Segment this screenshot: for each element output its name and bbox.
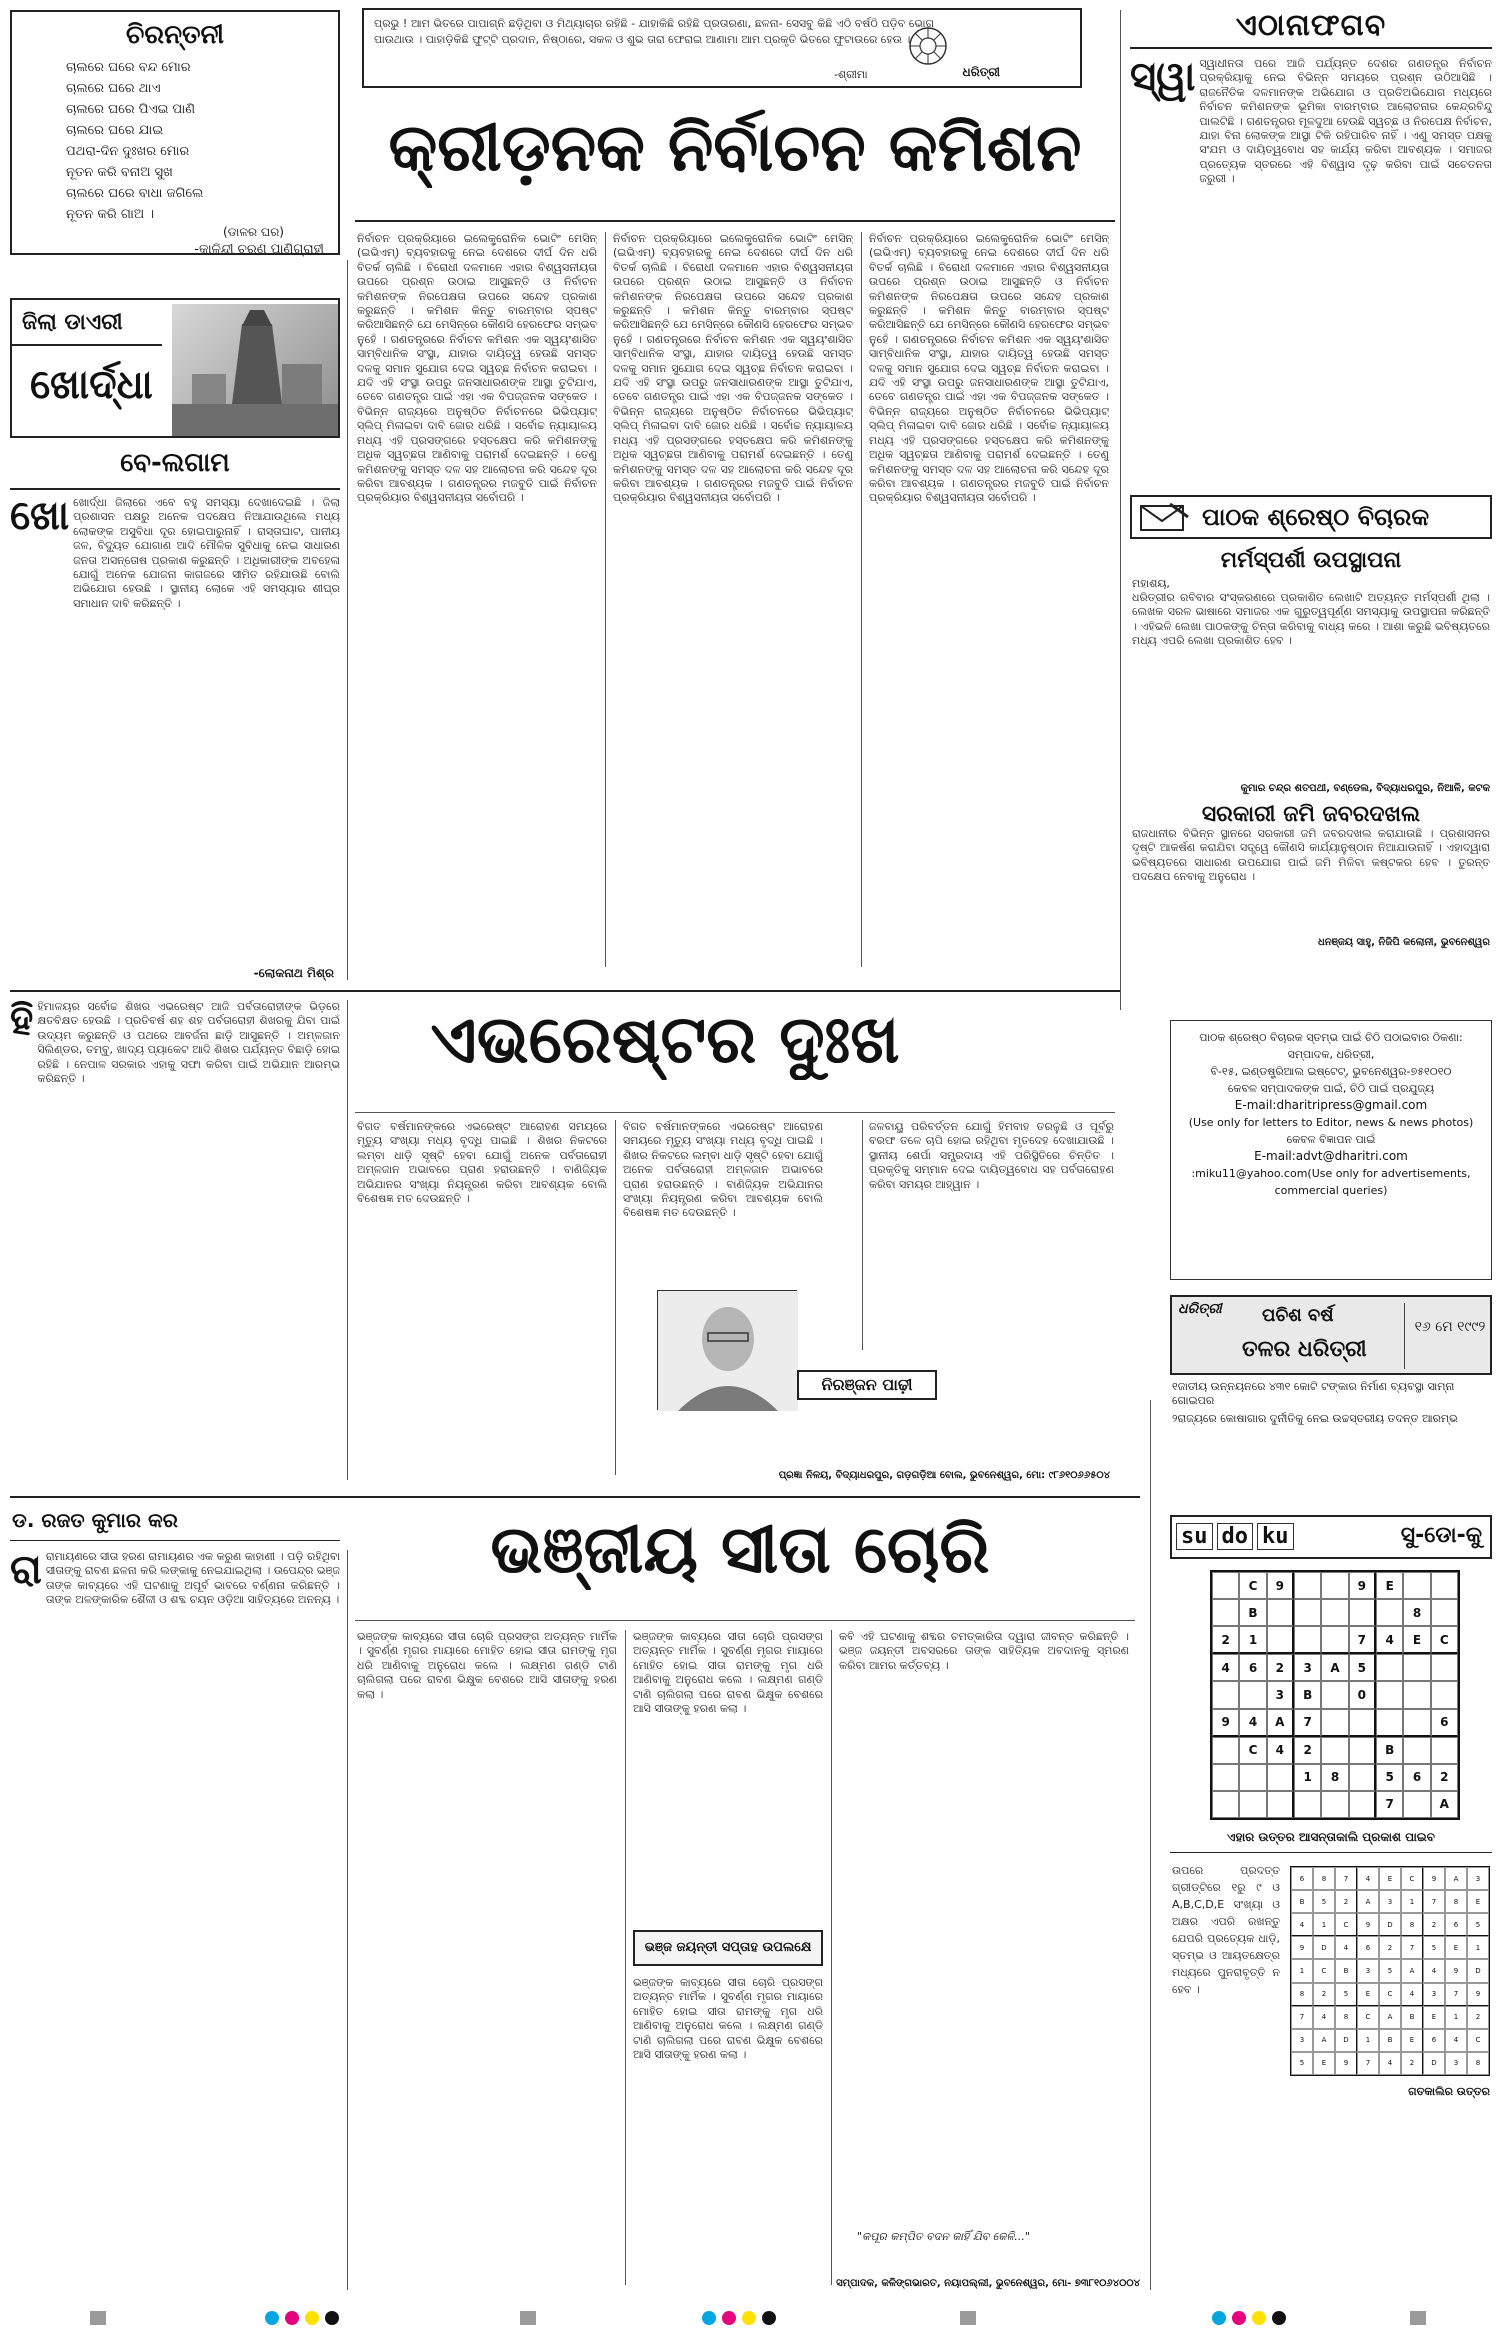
sudoku-answer-note: ଏହାର ଉତ୍ତର ଆସନ୍ତାକାଲି ପ୍ରକାଶ ପାଇବ	[1227, 1830, 1435, 1844]
letter1-body: ଧରିତ୍ରୀର ରବିବାର ସଂସ୍କରଣରେ ପ୍ରକାଶିତ ଲେଖାଟି ଅତ୍ୟନ୍ତ ମର୍ମସ୍ପର୍ଶୀ ଥିଲା । ଲେଖକ ସରଳ ଭାଷାରେ ସମାଜର ଏକ ଗୁରୁତ୍ୱପୂର୍ଣ୍ଣ ସମସ୍ୟାକୁ ଉପସ୍ଥାପନା କରିଛନ୍ତି । ଏହିଭଳି ଲେଖା ପାଠକଙ୍କୁ ଚିନ୍ତା କରିବାକୁ ବାଧ୍ୟ କରେ । ଆଶା କରୁଛି ଭବିଷ୍ୟତରେ ମଧ୍ୟ ଏପରି ଲେଖା ପ୍ରକାଶିତ ହେବ ।	[1132, 591, 1490, 648]
sudoku-cell[interactable]	[1321, 1599, 1348, 1626]
poem-line: ନୂତନ କରି ବନାଅ ସୁଖ	[66, 165, 173, 180]
sita-author-footer: ସମ୍ପାଦକ, କଳିଙ୍ଗଭାରତ, ନୟାପଲ୍ଲୀ, ଭୁବନେଶ୍ୱର, ମୋ- ୭୩୮୧୦୬୪୦୦୪	[836, 2278, 1140, 2289]
main-headline: କ୍ରୀଡ଼ନକ ନିର୍ବାଚନ କମିଶନ	[388, 108, 1082, 186]
sudoku-cell[interactable]	[1294, 1599, 1321, 1626]
district-body: ଖୋର୍ଦ୍ଧା ଜିଲାରେ ଏବେ ବହୁ ସମସ୍ୟା ଦେଖାଦେଇଛି । ଜିଲା ପ୍ରଶାସନ ପକ୍ଷରୁ ଅନେକ ପଦକ୍ଷେପ ନିଆଯାଉଥିଲେ ମଧ୍ୟ ଲୋକଙ୍କ ଅସୁବିଧା ଦୂର ହୋଇପାରୁନାହିଁ । ରାସ୍ତାଘାଟ, ପାନୀୟ ଜଳ, ବିଦ୍ୟୁତ ଯୋଗାଣ ଆଦି ମୌଳିକ ସୁବିଧାକୁ ନେଇ ସାଧାରଣ ଜନତା ଅସନ୍ତୋଷ ପ୍ରକାଶ କରୁଛନ୍ତି । ଅଧିକାରୀଙ୍କ ଅବହେଳା ଯୋଗୁଁ ଅନେକ ଯୋଜନା କାଗଜରେ ସୀମିତ ରହିଯାଉଛି ବୋଲି ଅଭିଯୋଗ ହେଉଛି । ସ୍ଥାନୀୟ ଲୋକେ ଏହି ସମସ୍ୟାର ଶୀଘ୍ର ସମାଧାନ ଦାବି କରିଛନ୍ତି ।	[73, 496, 340, 610]
answer-cell: 4	[1335, 1936, 1357, 1959]
answer-cell: 3	[1445, 2052, 1467, 2075]
sudoku-cell[interactable]: 4	[1212, 1654, 1239, 1681]
sudoku-cell[interactable]	[1212, 1764, 1239, 1791]
answer-cell: A	[1445, 1867, 1467, 1890]
letter1-salutation: ମହାଶୟ,	[1132, 577, 1170, 590]
answer-cell: 7	[1401, 1936, 1423, 1959]
cyan-mark	[702, 2311, 716, 2325]
sudoku-cell[interactable]	[1239, 1791, 1266, 1818]
chirantani-poem	[26, 57, 324, 225]
sudoku-cell[interactable]: 6	[1403, 1764, 1430, 1791]
answer-cell: 5	[1467, 1913, 1489, 1936]
sudoku-cell[interactable]: A	[1431, 1791, 1458, 1818]
advt-email-2[interactable]: :miku11@yahoo.com(Use only for advertisements, commercial queries)	[1191, 1167, 1471, 1197]
letters-heading: ପାଠକ ଶ୍ରେଷ୍ଠ ବିଚାରକ	[1202, 503, 1430, 531]
answer-cell: 5	[1313, 1890, 1335, 1913]
everest-body-1: ହିମାଳୟର ସର୍ବୋଚ୍ଚ ଶିଖର ଏଭରେଷ୍ଟ ଆଜି ପର୍ବତାରୋହୀଙ୍କ ଭିଡ଼ରେ କ୍ଷତବିକ୍ଷତ ହେଉଛି । ପ୍ରତିବର୍ଷ ଶହ ଶହ ପର୍ବତାରୋହୀ ଶିଖରକୁ ଯିବା ପାଇଁ ଉଦ୍ୟମ କରୁଛନ୍ତି ଓ ପଥରେ ଆବର୍ଜନା ଛାଡ଼ି ଆସୁଛନ୍ତି । ଅମ୍ଳଜାନ ସିଲିଣ୍ଡର, ତମ୍ବୁ, ଖାଦ୍ୟ ପ୍ୟାକେଟ ଆଦି ଶିଖର ପର୍ଯ୍ୟନ୍ତ ବିଛାଡ଼ି ହୋଇ ରହିଛି । ନେପାଳ ସରକାର ଏହାକୁ ସଫା କରିବା ପାଇଁ ଅଭିଯାନ ଆରମ୍ଭ କରିଛନ୍ତି ।	[37, 1000, 340, 1086]
sita-badge	[633, 1930, 823, 1966]
answer-cell: B	[1379, 2029, 1401, 2052]
sudoku-cell[interactable]: A	[1267, 1709, 1294, 1737]
sudoku-cell[interactable]	[1403, 1681, 1430, 1708]
everest-body-3: ଜଳବାୟୁ ପରିବର୍ତ୍ତନ ଯୋଗୁଁ ହିମବାହ ତରଳୁଛି ଓ ପୂର୍ବରୁ ବରଫ ତଳେ ଚାପି ହୋଇ ରହିଥିବା ମୃତଦେହ ଦେଖାଯାଉଛି । ସ୍ଥାନୀୟ ଶେର୍ପା ସମ୍ପ୍ରଦାୟ ଏହି ପରିସ୍ଥିତିରେ ଚିନ୍ତିତ । ପ୍ରକୃତିକୁ ସମ୍ମାନ ଦେଇ ଦାୟିତ୍ୱବୋଧ ସହ ପର୍ବତାରୋହଣ କରିବା ସମୟର ଆହ୍ୱାନ ।	[869, 1120, 1114, 1191]
contact-address-3: କେବଳ ସମ୍ପାଦକଙ୍କ ପାଇଁ, ଚିଠି ପାଇଁ ପ୍ରଯୁଜ୍ୟ	[1227, 1082, 1435, 1095]
sita-body-2c: ଭଞ୍ଜଙ୍କ କାବ୍ୟରେ ସୀତା ଚୋରି ପ୍ରସଙ୍ଗ ଅତ୍ୟନ୍ତ ମାର୍ମିକ । ସୁବର୍ଣ୍ଣ ମୃଗର ମାୟାରେ ମୋହିତ ହୋଇ ସୀତା ରାମଙ୍କୁ ମୃଗ ଧରି ଆଣିବାକୁ ଅନୁରୋଧ କଲେ । ଲକ୍ଷ୍ମଣ ଗଣ୍ଡି ଟାଣି ଚାଲିଗଲା ପରେ ରାବଣ ଭିକ୍ଷୁକ ବେଶରେ ଆସି ସୀତାଙ୍କୁ ହରଣ କଲା ।	[633, 1976, 823, 2062]
answer-cell: D	[1467, 1959, 1489, 1982]
answer-cell: D	[1313, 1936, 1335, 1959]
sudoku-cell[interactable]	[1212, 1599, 1239, 1626]
sudoku-cell[interactable]: 0	[1349, 1681, 1376, 1708]
temple-icon	[172, 304, 338, 436]
answer-cell: 3	[1423, 1983, 1445, 2006]
everest-col-1	[10, 997, 340, 1480]
answer-cell: 8	[1313, 1867, 1335, 1890]
contact-intro: ପାଠକ ଶ୍ରେଷ୍ଠ ବିଚାରକ ସ୍ତମ୍ଭ ପାଇଁ ଚିଠି ପଠାଇବାର ଠିକଣା:	[1199, 1031, 1463, 1044]
answer-cell: C	[1379, 1983, 1401, 2006]
sudoku-cell[interactable]	[1431, 1681, 1458, 1708]
answer-cell: 2	[1313, 1983, 1335, 2006]
sudoku-cell[interactable]	[1212, 1681, 1239, 1708]
main-story-col-3: ନିର୍ବାଚନ ପ୍ରକ୍ରିୟାରେ ଇଲେକ୍ଟ୍ରୋନିକ ଭୋଟିଂ ମେସିନ୍ (ଇଭିଏମ୍) ବ୍ୟବହାରକୁ ନେଇ ଦେଶରେ ଦୀର୍ଘ ଦିନ ଧରି ବିତର୍କ ଚାଲିଛି । ବିରୋଧୀ ଦଳମାନେ ଏହାର ବିଶ୍ୱସନୀୟତା ଉପରେ ପ୍ରଶ୍ନ ଉଠାଇ ଆସୁଛନ୍ତି ଓ ନିର୍ବାଚନ କମିଶନଙ୍କ ନିରପେକ୍ଷତା ଉପରେ ସନ୍ଦେହ ପ୍ରକାଶ କରୁଛନ୍ତି । କମିଶନ କିନ୍ତୁ ବାରମ୍ବାର ସ୍ପଷ୍ଟ କରିଆସିଛନ୍ତି ଯେ ମେସିନ୍‌ରେ କୌଣସି ହେରଫେର ସମ୍ଭବ ନୁହେଁ । ଗଣତନ୍ତ୍ରରେ ନିର୍ବାଚନ କମିଶନ ଏକ ସ୍ୱୟଂଶାସିତ ସାମ୍ବିଧାନିକ ସଂସ୍ଥା, ଯାହାର ଦାୟିତ୍ୱ ହେଉଛି ସମସ୍ତ ଦଳକୁ ସମାନ ସୁଯୋଗ ଦେଇ ସ୍ୱଚ୍ଛ ନିର୍ବାଚନ କରାଇବା । ଯଦି ଏହି ସଂସ୍ଥା ଉପରୁ ଜନସାଧାରଣଙ୍କ ଆସ୍ଥା ତୁଟିଯାଏ, ତେବେ ଗଣତନ୍ତ୍ର ପାଇଁ ଏହା ଏକ ବିପଜ୍ଜନକ ସଙ୍କେତ । ବିଭିନ୍ନ ରାଜ୍ୟରେ ଅନୁଷ୍ଠିତ ନିର୍ବାଚନରେ ଭିଭିପ୍ୟାଟ୍ ସ୍ଲିପ୍ ମିଳାଇବା ଦାବି ଜୋର ଧରିଛି । ସର୍ବୋଚ୍ଚ ନ୍ୟାୟାଳୟ ମଧ୍ୟ ଏହି ପ୍ରସଙ୍ଗରେ ହସ୍ତକ୍ଷେପ କରି କମିଶନଙ୍କୁ ଅଧିକ ସ୍ୱଚ୍ଛତା ଆଣିବାକୁ ପରାମର୍ଶ ଦେଇଛନ୍ତି । ତେଣୁ କମିଶନଙ୍କୁ ସମସ୍ତ ଦଳ ସହ ଆଲୋଚନା କରି ସନ୍ଦେହ ଦୂର କରିବା ଆବଶ୍ୟକ । ଗଣତନ୍ତ୍ରର ମଜବୁତି ପାଇଁ ନିର୍ବାଚନ ପ୍ରକ୍ରିୟାର ବିଶ୍ୱସନୀୟତା ସର୍ବୋପରି ।	[869, 232, 1109, 505]
sudoku-cell[interactable]: 7	[1376, 1791, 1403, 1818]
gray-swatch	[960, 2311, 976, 2325]
sudoku-title-odia: ସୁ-ଡୋ-କୁ	[1400, 1523, 1482, 1548]
sudoku-cell[interactable]: 2	[1431, 1764, 1458, 1791]
sudoku-cell[interactable]: B	[1294, 1681, 1321, 1708]
sudoku-cell[interactable]	[1321, 1681, 1348, 1708]
sudoku-cell[interactable]	[1349, 1791, 1376, 1818]
answer-cell: 3	[1291, 2029, 1313, 2052]
district-author: -ଲୋକନାଥ ମିଶ୍ର	[253, 966, 334, 980]
sudoku-cell[interactable]	[1212, 1572, 1239, 1599]
cyan-mark	[265, 2311, 279, 2325]
yellow-mark	[305, 2311, 319, 2325]
answer-cell: D	[1379, 1913, 1401, 1936]
district-name: ଖୋର୍ଦ୍ଧା	[30, 362, 153, 408]
answer-cell: 3	[1379, 1890, 1401, 1913]
answer-cell: 8	[1335, 2006, 1357, 2029]
poem-line: ଚାଲରେ ଘରେ ବାଧା ଜଗିଲେ	[66, 186, 204, 201]
letters-body	[1132, 548, 1490, 1008]
sudoku-cell[interactable]: B	[1376, 1737, 1403, 1764]
sudoku-cell[interactable]	[1321, 1737, 1348, 1764]
sun-emblem-icon	[906, 24, 950, 68]
sudoku-cell[interactable]	[1431, 1654, 1458, 1681]
answer-cell: 5	[1291, 2052, 1313, 2075]
sudoku-cell[interactable]	[1294, 1791, 1321, 1818]
sita-badge-text: ଭଞ୍ଜ ଜୟନ୍ତୀ ସପ୍ତାହ ଉପଲକ୍ଷେ	[644, 1940, 812, 1955]
answer-cell: C	[1401, 1867, 1423, 1890]
sudoku-cell[interactable]	[1431, 1737, 1458, 1764]
answer-cell: A	[1379, 2006, 1401, 2029]
sudoku-cell[interactable]: 2	[1294, 1737, 1321, 1764]
answer-cell: 5	[1423, 1936, 1445, 1959]
editor-email[interactable]: E-mail:dharitripress@gmail.com	[1234, 1098, 1428, 1112]
district-diary	[10, 298, 340, 998]
answer-cell: 3	[1467, 1867, 1489, 1890]
answer-cell: A	[1357, 1890, 1379, 1913]
black-mark	[325, 2311, 339, 2325]
sudoku-instructions: ଉପରେ ପ୍ରଦତ୍ତ ଗ୍ରୀଡ୍‌ଟିରେ ୧ରୁ ୯ ଓ A,B,C,D,E ସଂଖ୍ୟା ଓ ଅକ୍ଷର ଏପରି ରଖନ୍ତୁ ଯେପରି ପ୍ରତ୍ୟେକ ଧାଡ଼ି, ସ୍ତମ୍ଭ ଓ ଆୟତକ୍ଷେତ୍ର ମଧ୍ୟରେ ପୁନରାବୃତ୍ତି ନ ହେବ ।	[1172, 1864, 1280, 1996]
answer-cell: 2	[1467, 2006, 1489, 2029]
sita-body	[357, 1630, 1137, 2290]
letter2-title: ସରକାରୀ ଜମି ଜବରଦଖଲ	[1201, 802, 1421, 827]
answer-cell: 9	[1423, 1867, 1445, 1890]
sudoku-cell[interactable]	[1239, 1681, 1266, 1708]
district-subhead: ବେ-ଲଗାମ	[120, 448, 230, 478]
answer-cell: 4	[1313, 2006, 1335, 2029]
sudoku-cell[interactable]	[1376, 1709, 1403, 1737]
portrait-icon	[658, 1291, 798, 1411]
twenty-five-items	[1172, 1380, 1492, 1426]
answer-cell: C	[1467, 2029, 1489, 2052]
poem-line: ନୂତନ କରି ଗାଅ ।	[66, 207, 155, 222]
sudoku-title-ku: ku	[1257, 1523, 1294, 1550]
chirantani-box	[10, 10, 340, 255]
sudoku-cell[interactable]: 3	[1294, 1654, 1321, 1681]
answer-cell: B	[1335, 1959, 1357, 1982]
answer-cell: C	[1313, 1959, 1335, 1982]
answer-cell: 5	[1379, 1959, 1401, 1982]
poem-line: ଚାଲରେ ଘରେ ପିଏଇ ପାଣି	[66, 102, 196, 117]
sudoku-cell[interactable]	[1321, 1709, 1348, 1737]
sita-body-1: ରାମାୟଣରେ ସୀତା ହରଣ ରାମାୟଣର ଏକ କରୁଣ କାହାଣୀ । ପଡ଼ି ରହିଥିବା ସୀତାଙ୍କୁ ରାବଣ ଛଳନା କରି ଲଙ୍କାକୁ ନେଇଯାଇଥିଲା । ଉପେନ୍ଦ୍ର ଭଞ୍ଜ ତାଙ୍କ କାବ୍ୟରେ ଏହି ଘଟଣାକୁ ଅପୂର୍ବ ଭାବରେ ବର୍ଣ୍ଣନା କରିଛନ୍ତି । ତାଙ୍କ ଅଳଙ୍କାରିକ ଶୈଳୀ ଓ ଶବ୍ଦ ଚୟନ ଓଡ଼ିଆ ସାହିତ୍ୟରେ ଅନନ୍ୟ ।	[45, 1550, 340, 1607]
everest-author-footer: ପ୍ରଜ୍ଞା ନିଳୟ, ବିଦ୍ୟାଧରପୁର, ଗଡ଼ଗଡ଼ିଆ ବୋଲ, ଭୁବନେଶ୍ୱର, ମୋ: ୯୮୬୧୦୬୬୫୦୪	[778, 1470, 1110, 1481]
answer-cell: 8	[1467, 2052, 1489, 2075]
answer-cell: 1	[1291, 1959, 1313, 1982]
sudoku-cell[interactable]: C	[1239, 1737, 1266, 1764]
contact-address-2: ବି-୧୫, ଇଣ୍ଡଷ୍ଟ୍ରିଆଲ ଇଷ୍ଟେଟ୍, ଭୁବନେଶ୍ୱର-୭୫୧୦୧୦	[1210, 1065, 1452, 1078]
main-story-col-1: ନିର୍ବାଚନ ପ୍ରକ୍ରିୟାରେ ଇଲେକ୍ଟ୍ରୋନିକ ଭୋଟିଂ ମେସିନ୍ (ଇଭିଏମ୍) ବ୍ୟବହାରକୁ ନେଇ ଦେଶରେ ଦୀର୍ଘ ଦିନ ଧରି ବିତର୍କ ଚାଲିଛି । ବିରୋଧୀ ଦଳମାନେ ଏହାର ବିଶ୍ୱସନୀୟତା ଉପରେ ପ୍ରଶ୍ନ ଉଠାଇ ଆସୁଛନ୍ତି ଓ ନିର୍ବାଚନ କମିଶନଙ୍କ ନିରପେକ୍ଷତା ଉପରେ ସନ୍ଦେହ ପ୍ରକାଶ କରୁଛନ୍ତି । କମିଶନ କିନ୍ତୁ ବାରମ୍ବାର ସ୍ପଷ୍ଟ କରିଆସିଛନ୍ତି ଯେ ମେସିନ୍‌ରେ କୌଣସି ହେରଫେର ସମ୍ଭବ ନୁହେଁ । ଗଣତନ୍ତ୍ରରେ ନିର୍ବାଚନ କମିଶନ ଏକ ସ୍ୱୟଂଶାସିତ ସାମ୍ବିଧାନିକ ସଂସ୍ଥା, ଯାହାର ଦାୟିତ୍ୱ ହେଉଛି ସମସ୍ତ ଦଳକୁ ସମାନ ସୁଯୋଗ ଦେଇ ସ୍ୱଚ୍ଛ ନିର୍ବାଚନ କରାଇବା । ଯଦି ଏହି ସଂସ୍ଥା ଉପରୁ ଜନସାଧାରଣଙ୍କ ଆସ୍ଥା ତୁଟିଯାଏ, ତେବେ ଗଣତନ୍ତ୍ର ପାଇଁ ଏହା ଏକ ବିପଜ୍ଜନକ ସଙ୍କେତ । ବିଭିନ୍ନ ରାଜ୍ୟରେ ଅନୁଷ୍ଠିତ ନିର୍ବାଚନରେ ଭିଭିପ୍ୟାଟ୍ ସ୍ଲିପ୍ ମିଳାଇବା ଦାବି ଜୋର ଧରିଛି । ସର୍ବୋଚ୍ଚ ନ୍ୟାୟାଳୟ ମଧ୍ୟ ଏହି ପ୍ରସଙ୍ଗରେ ହସ୍ତକ୍ଷେପ କରି କମିଶନଙ୍କୁ ଅଧିକ ସ୍ୱଚ୍ଛତା ଆଣିବାକୁ ପରାମର୍ଶ ଦେଇଛନ୍ତି । ତେଣୁ କମିଶନଙ୍କୁ ସମସ୍ତ ଦଳ ସହ ଆଲୋଚନା କରି ସନ୍ଦେହ ଦୂର କରିବା ଆବଶ୍ୟକ । ଗଣତନ୍ତ୍ରର ମଜବୁତି ପାଇଁ ନିର୍ବାଚନ ପ୍ରକ୍ରିୟାର ବିଶ୍ୱସନୀୟତା ସର୍ବୋପରି ।	[357, 232, 597, 505]
sudoku-cell[interactable]	[1376, 1654, 1403, 1681]
answer-cell: 7	[1445, 1983, 1467, 2006]
advt-note: କେବଳ ବିଜ୍ଞାପନ ପାଇଁ	[1286, 1133, 1376, 1146]
sudoku-cell[interactable]: 8	[1321, 1764, 1348, 1791]
sita-body-2: ଭଞ୍ଜଙ୍କ କାବ୍ୟରେ ସୀତା ଚୋରି ପ୍ରସଙ୍ଗ ଅତ୍ୟନ୍ତ ମାର୍ମିକ । ସୁବର୍ଣ୍ଣ ମୃଗର ମାୟାରେ ମୋହିତ ହୋଇ ସୀତା ରାମଙ୍କୁ ମୃଗ ଧରି ଆଣିବାକୁ ଅନୁରୋଧ କଲେ । ଲକ୍ଷ୍ମଣ ଗଣ୍ଡି ଟାଣି ଚାଲିଗଲା ପରେ ରାବଣ ଭିକ୍ଷୁକ ବେଶରେ ଆସି ସୀତାଙ୍କୁ ହରଣ କଲା ।	[357, 1630, 617, 1701]
sudoku-cell[interactable]	[1239, 1764, 1266, 1791]
letter2-author: ଧନଞ୍ଜୟ ସାହୁ, ନିଜିପି କଲୋନୀ, ଭୁବନେଶ୍ୱର	[1317, 937, 1490, 948]
magenta-mark	[722, 2311, 736, 2325]
twenty-five-date: ୧୬ ମେ ୧୯୯୨	[1414, 1319, 1486, 1335]
answer-cell: 4	[1401, 1983, 1423, 2006]
editorial-column	[1130, 8, 1492, 478]
district-diary-label: ଜିଲା ଡାଏରୀ	[22, 310, 123, 335]
answer-cell: 4	[1423, 1959, 1445, 1982]
contact-box	[1170, 1020, 1492, 1280]
district-drop-letter: ଖୋ	[10, 493, 70, 539]
answer-cell: 2	[1401, 2052, 1423, 2075]
sudoku-cell[interactable]	[1403, 1709, 1430, 1737]
answer-cell: E	[1467, 1890, 1489, 1913]
sita-quote-line: "କପୂର କମ୍ପିତ ବଦନ କାହିଁ ଯିବ କେଳି..."	[857, 2230, 1030, 2243]
poem-line: ଚାଲରେ ଘରେ ବନ୍ଦ ମୋର	[66, 60, 191, 75]
sita-author: ଡ. ରଜତ କୁମାର କର	[12, 1508, 178, 1532]
gray-swatch	[1410, 2311, 1426, 2325]
sita-body-3: କବି ଏହି ଘଟଣାକୁ ଶବ୍ଦର ଚମତ୍କାରିତା ଦ୍ୱାରା ଜୀବନ୍ତ କରିଛନ୍ତି । ଭଞ୍ଜ ଜୟନ୍ତୀ ଅବସରରେ ତାଙ୍କ ସାହିତ୍ୟିକ ଅବଦାନକୁ ସ୍ମରଣ କରିବା ଆମର କର୍ତ୍ତବ୍ୟ ।	[839, 1630, 1129, 1672]
sudoku-cell[interactable]: E	[1403, 1626, 1430, 1654]
sudoku-title-box	[1170, 1515, 1492, 1559]
answer-cell: 1	[1313, 1913, 1335, 1936]
answer-cell: 4	[1291, 1913, 1313, 1936]
sudoku-cell[interactable]: 9	[1349, 1572, 1376, 1599]
answer-cell: 4	[1445, 2029, 1467, 2052]
sudoku-answer-grid	[1290, 1866, 1490, 2076]
answer-cell: E	[1313, 2052, 1335, 2075]
editorial-drop-letter: ସ୍ୱା	[1130, 54, 1196, 100]
answer-cell: 6	[1291, 1867, 1313, 1890]
answer-cell: 7	[1335, 1867, 1357, 1890]
sudoku-cell[interactable]: 6	[1239, 1654, 1266, 1681]
quote-author: -ଶ୍ରୀମା	[834, 68, 868, 81]
gray-swatch	[90, 2311, 106, 2325]
sudoku-cell[interactable]	[1212, 1737, 1239, 1764]
sudoku-title-do: do	[1217, 1523, 1254, 1550]
sudoku-cell[interactable]	[1294, 1626, 1321, 1654]
sudoku-cell[interactable]: 1	[1239, 1626, 1266, 1654]
answer-cell: 8	[1291, 1983, 1313, 2006]
sudoku-cell[interactable]	[1321, 1572, 1348, 1599]
editor-email-note: (Use only for letters to Editor, news & news photos)	[1188, 1116, 1474, 1129]
district-diary-header	[10, 298, 340, 438]
twenty-five-years-box	[1170, 1295, 1492, 1375]
everest-body-2: ବିଗତ ବର୍ଷମାନଙ୍କରେ ଏଭରେଷ୍ଟ ଆରୋହଣ ସମୟରେ ମୃତ୍ୟୁ ସଂଖ୍ୟା ମଧ୍ୟ ବୃଦ୍ଧି ପାଇଛି । ଶିଖର ନିକଟରେ ଲମ୍ବା ଧାଡ଼ି ସୃଷ୍ଟି ହେବା ଯୋଗୁଁ ଅନେକ ପର୍ବତାରୋହୀ ଅମ୍ଳଜାନ ଅଭାବରେ ପ୍ରାଣ ହରାଉଛନ୍ତି । ବାଣିଜ୍ୟିକ ଅଭିଯାନର ସଂଖ୍ୟା ନିୟନ୍ତ୍ରଣ କରିବା ଆବଶ୍ୟକ ବୋଲି ବିଶେଷଜ୍ଞ ମତ ଦେଉଛନ୍ତି ।	[357, 1120, 607, 1206]
answer-cell: 4	[1379, 2052, 1401, 2075]
sudoku-cell[interactable]	[1267, 1599, 1294, 1626]
black-mark	[762, 2311, 776, 2325]
sudoku-cell[interactable]	[1403, 1791, 1430, 1818]
everest-byline: ନିରଞ୍ଜନ ପାଢ଼ୀ	[821, 1375, 913, 1394]
sudoku-cell[interactable]: 4	[1267, 1737, 1294, 1764]
sudoku-cell[interactable]	[1294, 1572, 1321, 1599]
sudoku-cell[interactable]: 7	[1294, 1709, 1321, 1737]
answer-cell: E	[1445, 1936, 1467, 1959]
twenty-five-heading-1: ପଚିଶ ବର୍ଷ	[1262, 1305, 1334, 1326]
gray-swatch	[520, 2311, 536, 2325]
answer-cell: 1	[1467, 1936, 1489, 1959]
answer-cell: 6	[1357, 1936, 1379, 1959]
sudoku-cell[interactable]	[1403, 1737, 1430, 1764]
sudoku-cell[interactable]	[1431, 1599, 1458, 1626]
sudoku-cell[interactable]: 3	[1267, 1681, 1294, 1708]
sudoku-cell[interactable]: 4	[1376, 1626, 1403, 1654]
editorial-logo: ଏଠାନାଫଗବ	[1130, 8, 1492, 49]
sudoku-cell[interactable]	[1431, 1572, 1458, 1599]
sudoku-cell[interactable]	[1267, 1626, 1294, 1654]
answer-cell: E	[1379, 1867, 1401, 1890]
answer-cell: 3	[1357, 1959, 1379, 1982]
everest-headline: ଏଭରେଷ୍ଟର ଦୁଃଖ	[430, 1000, 900, 1078]
sudoku-grid[interactable]	[1210, 1570, 1460, 1820]
yellow-mark	[742, 2311, 756, 2325]
sudoku-cell[interactable]	[1267, 1791, 1294, 1818]
answer-cell: 9	[1467, 1983, 1489, 2006]
everest-body	[357, 1120, 1117, 1482]
sita-col-1	[10, 1547, 340, 2290]
answer-cell: C	[1335, 1913, 1357, 1936]
answer-cell: B	[1291, 1890, 1313, 1913]
sudoku-cell[interactable]: 6	[1431, 1709, 1458, 1737]
answer-cell: A	[1401, 1959, 1423, 1982]
answer-cell: 7	[1357, 2052, 1379, 2075]
sudoku-cell[interactable]	[1349, 1709, 1376, 1737]
sudoku-cell[interactable]: B	[1239, 1599, 1266, 1626]
answer-cell: 9	[1335, 2052, 1357, 2075]
twenty-five-item: ୨ରାଜ୍ୟରେ କୋଷାଗାର ଦୁର୍ନୀତିକୁ ନେଇ ଉଚ୍ଚସ୍ତରୀୟ ତଦନ୍ତ ଆରମ୍ଭ	[1172, 1412, 1458, 1425]
answer-cell: 6	[1445, 1913, 1467, 1936]
answer-cell: 5	[1335, 1983, 1357, 2006]
sudoku-cell[interactable]: 1	[1294, 1764, 1321, 1791]
advt-email[interactable]: E-mail:advt@dharitri.com	[1254, 1149, 1408, 1163]
answer-cell: 2	[1379, 1936, 1401, 1959]
answer-cell: 9	[1445, 1959, 1467, 1982]
main-story-col-2: ନିର୍ବାଚନ ପ୍ରକ୍ରିୟାରେ ଇଲେକ୍ଟ୍ରୋନିକ ଭୋଟିଂ ମେସିନ୍ (ଇଭିଏମ୍) ବ୍ୟବହାରକୁ ନେଇ ଦେଶରେ ଦୀର୍ଘ ଦିନ ଧରି ବିତର୍କ ଚାଲିଛି । ବିରୋଧୀ ଦଳମାନେ ଏହାର ବିଶ୍ୱସନୀୟତା ଉପରେ ପ୍ରଶ୍ନ ଉଠାଇ ଆସୁଛନ୍ତି ଓ ନିର୍ବାଚନ କମିଶନଙ୍କ ନିରପେକ୍ଷତା ଉପରେ ସନ୍ଦେହ ପ୍ରକାଶ କରୁଛନ୍ତି । କମିଶନ କିନ୍ତୁ ବାରମ୍ବାର ସ୍ପଷ୍ଟ କରିଆସିଛନ୍ତି ଯେ ମେସିନ୍‌ରେ କୌଣସି ହେରଫେର ସମ୍ଭବ ନୁହେଁ । ଗଣତନ୍ତ୍ରରେ ନିର୍ବାଚନ କମିଶନ ଏକ ସ୍ୱୟଂଶାସିତ ସାମ୍ବିଧାନିକ ସଂସ୍ଥା, ଯାହାର ଦାୟିତ୍ୱ ହେଉଛି ସମସ୍ତ ଦଳକୁ ସମାନ ସୁଯୋଗ ଦେଇ ସ୍ୱଚ୍ଛ ନିର୍ବାଚନ କରାଇବା । ଯଦି ଏହି ସଂସ୍ଥା ଉପରୁ ଜନସାଧାରଣଙ୍କ ଆସ୍ଥା ତୁଟିଯାଏ, ତେବେ ଗଣତନ୍ତ୍ର ପାଇଁ ଏହା ଏକ ବିପଜ୍ଜନକ ସଙ୍କେତ । ବିଭିନ୍ନ ରାଜ୍ୟରେ ଅନୁଷ୍ଠିତ ନିର୍ବାଚନରେ ଭିଭିପ୍ୟାଟ୍ ସ୍ଲିପ୍ ମିଳାଇବା ଦାବି ଜୋର ଧରିଛି । ସର୍ବୋଚ୍ଚ ନ୍ୟାୟାଳୟ ମଧ୍ୟ ଏହି ପ୍ରସଙ୍ଗରେ ହସ୍ତକ୍ଷେପ କରି କମିଶନଙ୍କୁ ଅଧିକ ସ୍ୱଚ୍ଛତା ଆଣିବାକୁ ପରାମର୍ଶ ଦେଇଛନ୍ତି । ତେଣୁ କମିଶନଙ୍କୁ ସମସ୍ତ ଦଳ ସହ ଆଲୋଚନା କରି ସନ୍ଦେହ ଦୂର କରିବା ଆବଶ୍ୟକ । ଗଣତନ୍ତ୍ରର ମଜବୁତି ପାଇଁ ନିର୍ବାଚନ ପ୍ରକ୍ରିୟାର ବିଶ୍ୱସନୀୟତା ସର୍ବୋପରି ।	[613, 232, 853, 505]
sudoku-cell[interactable]: 9	[1212, 1709, 1239, 1737]
sudoku-cell[interactable]	[1349, 1599, 1376, 1626]
sudoku-cell[interactable]: C	[1239, 1572, 1266, 1599]
sudoku-cell[interactable]: 9	[1267, 1572, 1294, 1599]
author-photo	[657, 1290, 797, 1410]
sudoku-cell[interactable]: 2	[1267, 1654, 1294, 1681]
answer-cell: 2	[1335, 1890, 1357, 1913]
editorial-body: ସ୍ୱାଧୀନତା ପରେ ଆଜି ପର୍ଯ୍ୟନ୍ତ ଦେଶର ଗଣତନ୍ତ୍ର ନିର୍ବାଚନ ପ୍ରକ୍ରିୟାକୁ ନେଇ ବିଭିନ୍ନ ସମୟରେ ପ୍ରଶ୍ନ ଉଠିଆସିଛି । ରାଜନୈତିକ ଦଳମାନଙ୍କ ଅଭିଯୋଗ ଓ ପ୍ରତିଅଭିଯୋଗ ମଧ୍ୟରେ ନିର୍ବାଚନ କମିଶନଙ୍କ ଭୂମିକା ବାରମ୍ବାର ଆଲୋଚନାର କେନ୍ଦ୍ରବିନ୍ଦୁ ପାଲଟିଛି । ଗଣତନ୍ତ୍ରର ମୂଳଦୁଆ ହେଉଛି ସ୍ୱଚ୍ଛ ଓ ନିରପେକ୍ଷ ନିର୍ବାଚନ, ଯାହା ବିନା ଲୋକଙ୍କ ଆସ୍ଥା ଟିକି ରହିପାରିବ ନାହିଁ । ଏଣୁ ସମସ୍ତ ପକ୍ଷକୁ ସଂଯମ ଓ ଦାୟିତ୍ୱବୋଧ ସହ କାର୍ଯ୍ୟ କରିବା ଆବଶ୍ୟକ । ସମାଜର ପ୍ରତ୍ୟେକ ସ୍ତରରେ ଏହି ବିଶ୍ୱାସ ଦୃଢ଼ କରିବା ପାଇଁ ସଚେତନତା ଜରୁରୀ ।	[1199, 57, 1492, 186]
answer-cell: D	[1335, 2029, 1357, 2052]
answer-cell: D	[1423, 2052, 1445, 2075]
sudoku-cell[interactable]: A	[1321, 1654, 1348, 1681]
answer-cell: 1	[1445, 2006, 1467, 2029]
answer-cell: E	[1357, 1983, 1379, 2006]
poem-line: ପଥରା-ଦିନ ଦୁଃଖର ମୋର	[66, 144, 190, 159]
sita-headline: ଭଞ୍ଜୀୟ ସୀତା ଚୋରି	[490, 1510, 990, 1588]
sudoku-cell[interactable]	[1267, 1764, 1294, 1791]
contact-address-1: ସମ୍ପାଦକ, ଧରିତ୍ରୀ,	[1287, 1048, 1375, 1061]
answer-cell: 6	[1423, 2029, 1445, 2052]
sudoku-cell[interactable]	[1403, 1654, 1430, 1681]
quote-logo: ଧରିତ୍ରୀ	[962, 65, 1000, 79]
sudoku-cell[interactable]	[1321, 1626, 1348, 1654]
answer-cell: 8	[1445, 1890, 1467, 1913]
twenty-five-logo: ଧରିତ୍ରୀ	[1178, 1301, 1222, 1317]
answer-cell: C	[1357, 2006, 1379, 2029]
black-mark	[1272, 2311, 1286, 2325]
sudoku-cell[interactable]: 2	[1212, 1626, 1239, 1654]
sudoku-cell[interactable]	[1376, 1599, 1403, 1626]
sudoku-cell[interactable]	[1403, 1572, 1430, 1599]
sudoku-cell[interactable]	[1349, 1764, 1376, 1791]
sudoku-cell[interactable]	[1212, 1791, 1239, 1818]
letter2-body: ରାଜଧାନୀର ବିଭିନ୍ନ ସ୍ଥାନରେ ସରକାରୀ ଜମି ଜବରଦଖଲ କରାଯାଉଛି । ପ୍ରଶାସନର ଦୃଷ୍ଟି ଆକର୍ଷଣ କରାଯିବା ସତ୍ତ୍ୱେ କୌଣସି କାର୍ଯ୍ୟାନୁଷ୍ଠାନ ନିଆଯାଉନାହିଁ । ଏହାଦ୍ୱାରା ଭବିଷ୍ୟତରେ ସାଧାରଣ ଉପଯୋଗ ପାଇଁ ଜମି ମିଳିବା କଷ୍ଟକର ହେବ । ତୁରନ୍ତ ପଦକ୍ଷେପ ନେବାକୁ ଅନୁରୋଧ ।	[1132, 827, 1490, 884]
poem-line: ଚାଲରେ ଘରେ ଯାଇ	[66, 123, 164, 138]
registration-marks	[0, 2305, 1500, 2333]
twenty-five-item: ୧ଜାତୀୟ ଉନ୍ନୟନରେ ୪୩୧ କୋଟି ଟଙ୍କାର ନିର୍ମାଣ ବ୍ୟବସ୍ଥା ସାମ୍ନା ଗୋଇପର	[1172, 1380, 1455, 1407]
sudoku-cell[interactable]: 5	[1349, 1654, 1376, 1681]
sudoku-title-su: su	[1176, 1523, 1213, 1550]
main-story-body	[357, 232, 1112, 972]
poem-source: (ଡାଳର ଘର)	[223, 225, 284, 239]
temple-photo	[172, 304, 338, 436]
sudoku-cell[interactable]	[1321, 1791, 1348, 1818]
answer-cell: 9	[1291, 1936, 1313, 1959]
everest-drop-letter: ହି	[10, 997, 34, 1043]
answer-cell: E	[1401, 2029, 1423, 2052]
sudoku-cell[interactable]: 8	[1403, 1599, 1430, 1626]
answer-cell: 4	[1357, 1867, 1379, 1890]
sudoku-cell[interactable]: 7	[1349, 1626, 1376, 1654]
twenty-five-heading-2: ତଳର ଧରିତ୍ରୀ	[1242, 1337, 1367, 1362]
poem-line: ଚାଲରେ ଘରେ ଥାଏ	[66, 81, 161, 96]
quote-box	[362, 8, 1082, 88]
answer-cell: 9	[1357, 1913, 1379, 1936]
sudoku-cell[interactable]	[1376, 1681, 1403, 1708]
magenta-mark	[1232, 2311, 1246, 2325]
sudoku-cell[interactable]: 4	[1239, 1709, 1266, 1737]
answer-cell: 2	[1423, 1913, 1445, 1936]
answer-cell: 1	[1357, 2029, 1379, 2052]
answer-cell: B	[1401, 2006, 1423, 2029]
answer-cell: A	[1313, 2029, 1335, 2052]
sudoku-answer-label: ଗତକାଲିର ଉତ୍ତର	[1408, 2085, 1490, 2098]
sudoku-cell[interactable]: E	[1376, 1572, 1403, 1599]
yellow-mark	[1252, 2311, 1266, 2325]
poem-author: -କାଳିନ୍ଦୀ ଚରଣ ପାଣିଗ୍ରାହୀ	[194, 242, 324, 257]
sita-drop-letter: ରା	[10, 1547, 42, 1593]
sudoku-cell[interactable]: 5	[1376, 1764, 1403, 1791]
letter1-author: କୁମାର ଚନ୍ଦ୍ର ଶତପଥୀ, ବଣ୍ଡେଲ, ବିଦ୍ୟାଧରପୁର, ନିଆଳି, କଟକ	[1240, 783, 1490, 794]
everest-body-2b: ବିଗତ ବର୍ଷମାନଙ୍କରେ ଏଭରେଷ୍ଟ ଆରୋହଣ ସମୟରେ ମୃତ୍ୟୁ ସଂଖ୍ୟା ମଧ୍ୟ ବୃଦ୍ଧି ପାଇଛି । ଶିଖର ନିକଟରେ ଲମ୍ବା ଧାଡ଼ି ସୃଷ୍ଟି ହେବା ଯୋଗୁଁ ଅନେକ ପର୍ବତାରୋହୀ ଅମ୍ଳଜାନ ଅଭାବରେ ପ୍ରାଣ ହରାଉଛନ୍ତି । ବାଣିଜ୍ୟିକ ଅଭିଯାନର ସଂଖ୍ୟା ନିୟନ୍ତ୍ରଣ କରିବା ଆବଶ୍ୟକ ବୋଲି ବିଶେଷଜ୍ଞ ମତ ଦେଉଛନ୍ତି ।	[623, 1120, 823, 1220]
letter1-title: ମର୍ମସ୍ପର୍ଶୀ ଉପସ୍ଥାପନା	[1220, 548, 1402, 573]
answer-cell: 8	[1401, 1913, 1423, 1936]
sudoku-cell[interactable]	[1349, 1737, 1376, 1764]
chirantani-title: ଚିରନ୍ତନୀ	[125, 20, 225, 50]
quote-text: ପ୍ରଭୁ ! ଆମ ଭିତରେ ପାପାଗ୍ନି ଛଡ଼ିଥିବା ଓ ମିଥ୍ୟାଚାର ରହିଛି - ଯାହାକିଛି ରହିଛି ପ୍ରତାରଣା, ଛଳନା- ସେସବୁ କିଛି ଏଠି ବର୍ଷଠି ପଡ଼ିବ ଭୋଗ ପାଉଥାଉ । ପାହାଡ଼ିକିଛି ଫୁଟ୍‌ଟି ପ୍ରଦାନ, ନିଷ୍ଠାରେ, ସକଳ ଓ ଶୁଭ ତାରା ଫେରାଇ ଆଣାମା ଆମ ପ୍ରକୃତି ଭିତରେ ଫୁଟାଉରେ ହେଉ ।	[374, 17, 934, 46]
sita-body-2b: ଭଞ୍ଜଙ୍କ କାବ୍ୟରେ ସୀତା ଚୋରି ପ୍ରସଙ୍ଗ ଅତ୍ୟନ୍ତ ମାର୍ମିକ । ସୁବର୍ଣ୍ଣ ମୃଗର ମାୟାରେ ମୋହିତ ହୋଇ ସୀତା ରାମଙ୍କୁ ମୃଗ ଧରି ଆଣିବାକୁ ଅନୁରୋଧ କଲେ । ଲକ୍ଷ୍ମଣ ଗଣ୍ଡି ଟାଣି ଚାଲିଗଲା ପରେ ରାବଣ ଭିକ୍ଷୁକ ବେଶରେ ଆସି ସୀତାଙ୍କୁ ହରଣ କଲା ।	[633, 1630, 823, 1716]
envelope-icon	[1140, 503, 1190, 533]
magenta-mark	[285, 2311, 299, 2325]
answer-cell: E	[1423, 2006, 1445, 2029]
letters-header	[1130, 495, 1492, 539]
cyan-mark	[1212, 2311, 1226, 2325]
answer-cell: 1	[1401, 1890, 1423, 1913]
answer-cell: 7	[1423, 1890, 1445, 1913]
answer-cell: 7	[1291, 2006, 1313, 2029]
sudoku-cell[interactable]: C	[1431, 1626, 1458, 1654]
